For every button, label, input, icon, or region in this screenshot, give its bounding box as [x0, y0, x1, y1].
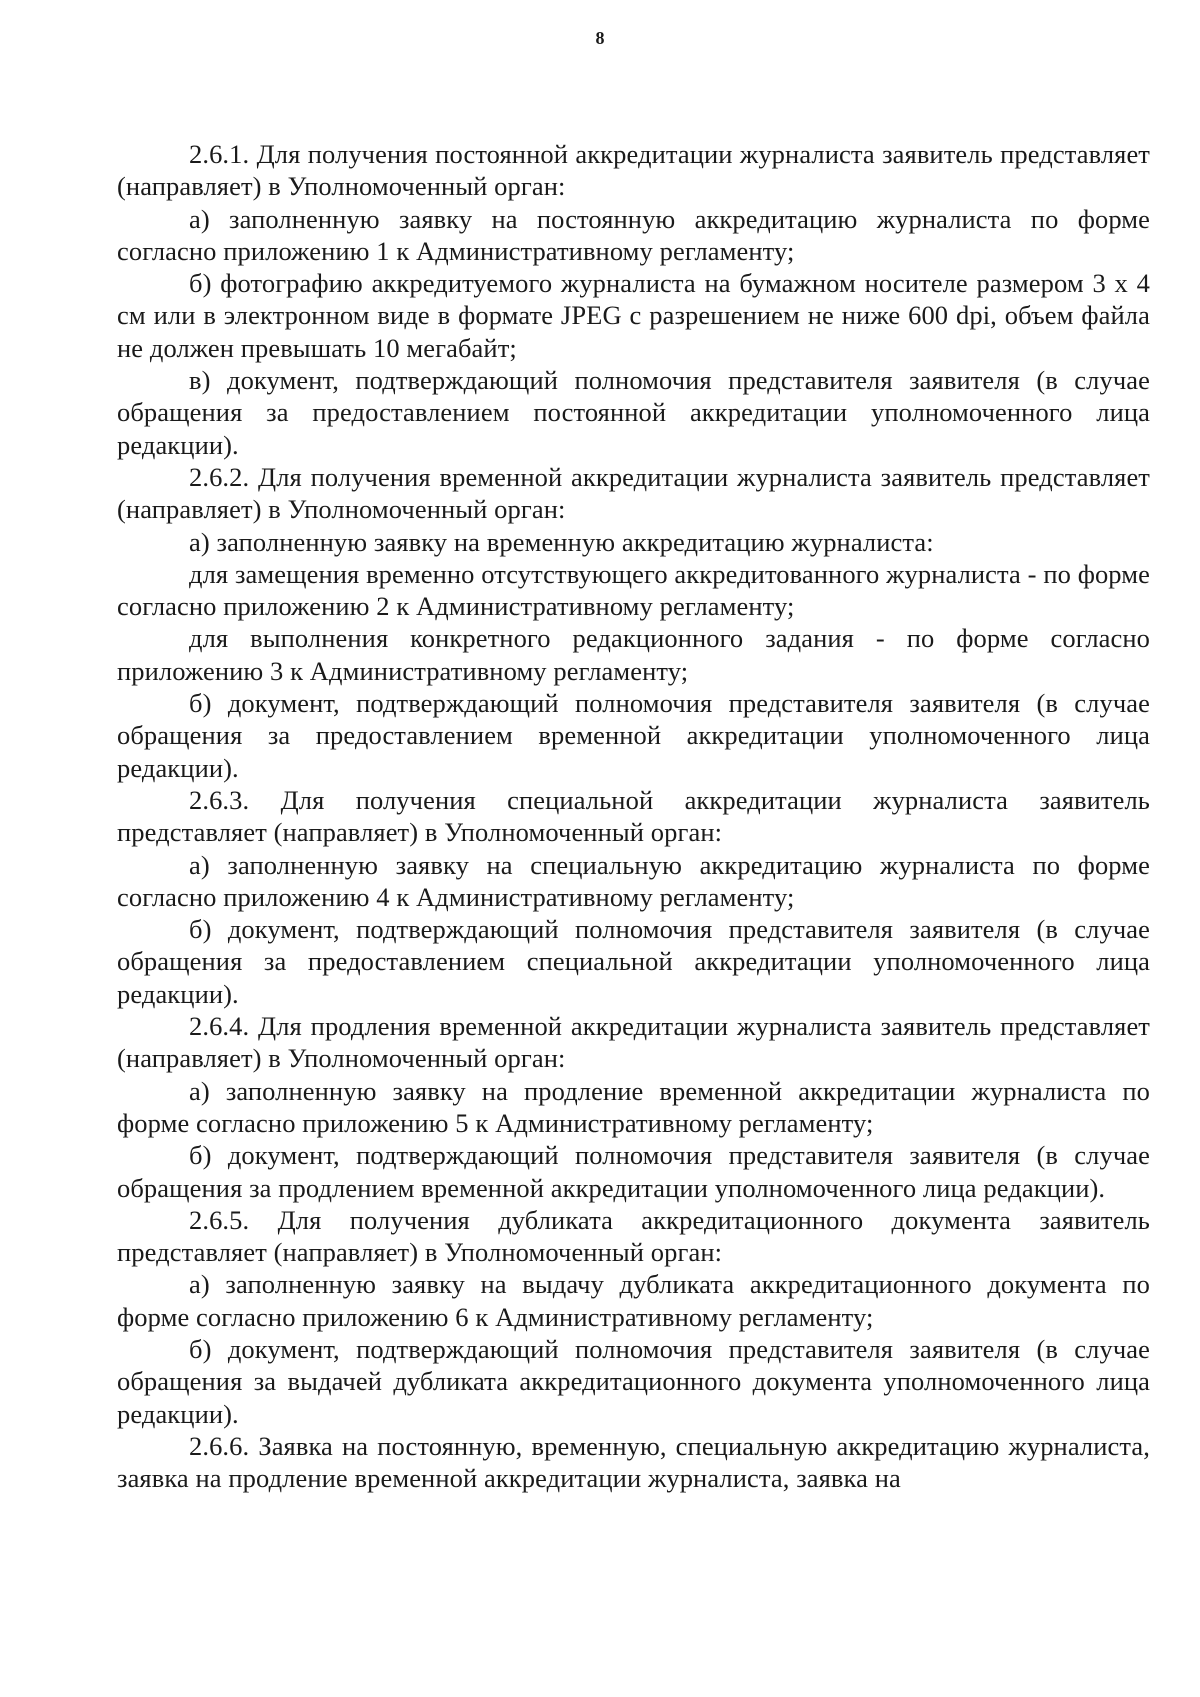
paragraph-2-6-2: 2.6.2. Для получения временной аккредитации журналиста заявитель представляет (направляет) в Уполномоченный орган:	[117, 461, 1150, 525]
paragraph-2-6-3: 2.6.3. Для получения специальной аккредитации журналиста заявитель представляет (направляет) в Уполномоченный орган:	[117, 784, 1150, 848]
paragraph-2-6-2-a: а) заполненную заявку на временную аккредитацию журналиста:	[189, 526, 934, 557]
paragraph-2-6-1-b: б) фотографию аккредитуемого журналиста на бумажном носителе размером 3 х 4 см или в электронном виде в формате JPEG с разрешением не ниже 600 dpi, объем файла не должен превышать 10 мегабайт;	[117, 268, 1150, 363]
paragraph-2-6-5-b: б) документ, подтверждающий полномочия представителя заявителя (в случае обращения за выдачей дубликата аккредитационного документа уполномоченного лица редакции).	[117, 1333, 1150, 1429]
scan-artifact	[1004, 1681, 1144, 1691]
paragraph-2-6-4: 2.6.4. Для продления временной аккредитации журналиста заявитель представляет (направляет) в Уполномоченный орган:	[117, 1011, 1150, 1074]
paragraph-2-6-1-v: в) документ, подтверждающий полномочия представителя заявителя (в случае обращения за предоставлением постоянной аккредитации уполномоченного лица редакции).	[117, 365, 1150, 460]
paragraph-2-6-3-a: а) заполненную заявку на специальную аккредитацию журналиста по форме согласно приложению 4 к Административному регламенту;	[117, 849, 1150, 912]
paragraph-2-6-3-b: б) документ, подтверждающий полномочия представителя заявителя (в случае обращения за предоставлением специальной аккредитации уполномоченного лица редакции).	[117, 914, 1150, 1009]
page-number: 8	[595, 28, 605, 48]
document-body	[117, 138, 1150, 1494]
paragraph-2-6-2-b: б) документ, подтверждающий полномочия представителя заявителя (в случае обращения за предоставлением временной аккредитации уполномоченного лица редакции).	[117, 688, 1150, 783]
paragraph-2-6-2-a-replacement: для замещения временно отсутствующего аккредитованного журналиста - по форме согласно приложению 2 к Административному регламенту;	[117, 558, 1150, 622]
paragraph-2-6-5-a: а) заполненную заявку на выдачу дубликата аккредитационного документа по форме согласно приложению 6 к Административному регламенту;	[117, 1269, 1150, 1332]
paragraph-2-6-1-a: а) заполненную заявку на постоянную аккредитацию журналиста по форме согласно приложению 1 к Административному регламенту;	[117, 203, 1150, 266]
paragraph-2-6-5: 2.6.5. Для получения дубликата аккредитационного документа заявитель представляет (направляет) в Уполномоченный орган:	[117, 1204, 1150, 1268]
paragraph-2-6-4-b: б) документ, подтверждающий полномочия представителя заявителя (в случае обращения за продлением временной аккредитации уполномоченного лица редакции).	[117, 1140, 1150, 1203]
paragraph-2-6-1: 2.6.1. Для получения постоянной аккредитации журналиста заявитель представляет (направляет) в Уполномоченный орган:	[117, 139, 1150, 202]
paragraph-2-6-2-a-assignment: для выполнения конкретного редакционного задания - по форме согласно приложению 3 к Административному регламенту;	[117, 623, 1150, 686]
paragraph-2-6-4-a: а) заполненную заявку на продление временной аккредитации журналиста по форме согласно приложению 5 к Административному регламенту;	[117, 1075, 1150, 1138]
paragraph-2-6-6: 2.6.6. Заявка на постоянную, временную, специальную аккредитацию журналиста, заявка на продление временной аккредитации журналиста, заявка на	[117, 1430, 1150, 1494]
